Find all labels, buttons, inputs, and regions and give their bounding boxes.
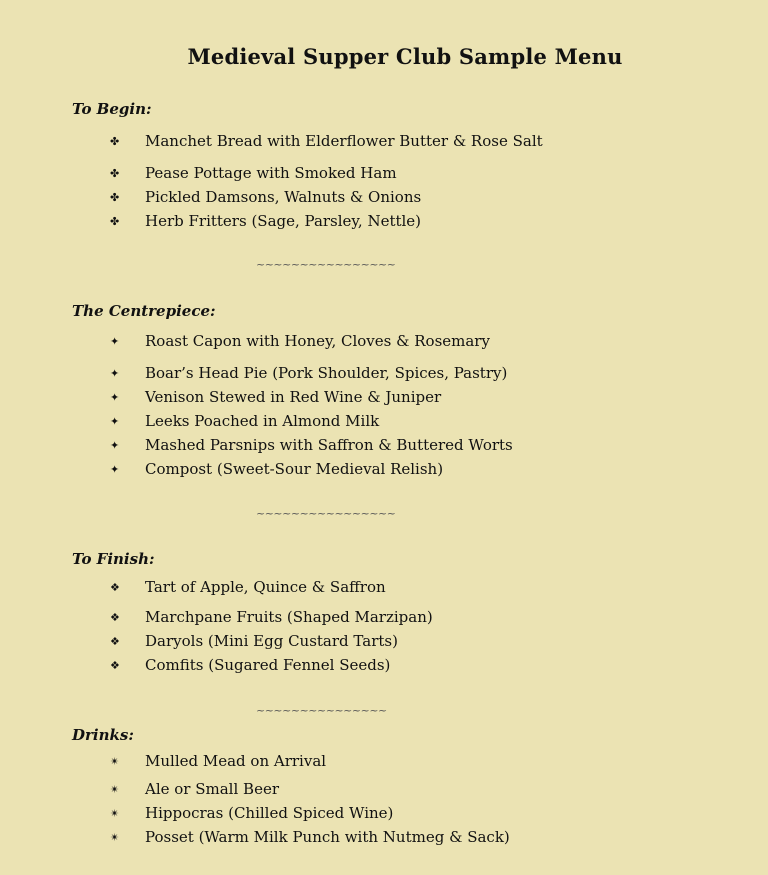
menu-item: [110, 366, 507, 381]
page-title: Medieval Supper Club Sample Menu: [187, 44, 623, 69]
bullet-icon: ✴: [110, 755, 120, 768]
menu-item-label: Pease Pottage with Smoked Ham: [145, 164, 397, 182]
bullet-icon: ✤: [110, 135, 120, 148]
bullet-icon: ✴: [110, 831, 120, 844]
menu-item: [110, 658, 390, 673]
bullet-icon: ✤: [110, 215, 120, 228]
menu-item-label: Ale or Small Beer: [145, 780, 279, 798]
menu-item: [110, 438, 513, 453]
menu-item: [110, 634, 398, 649]
bullet-icon: ❖: [110, 659, 120, 672]
menu-item: [110, 214, 421, 229]
bullet-icon: ❖: [110, 635, 120, 648]
bullet-icon: ✴: [110, 783, 120, 796]
menu-item: [110, 462, 443, 477]
bullet-icon: ✦: [110, 439, 120, 452]
bullet-icon: ✦: [110, 463, 120, 476]
menu-item-label: Venison Stewed in Red Wine & Juniper: [145, 388, 442, 406]
menu-item: [110, 830, 510, 845]
menu-item: [110, 782, 279, 797]
bullet-icon: ✴: [110, 807, 120, 820]
menu-item-label: Roast Capon with Honey, Cloves & Rosemary: [145, 332, 490, 350]
section-heading-drinks: Drinks:: [72, 726, 134, 744]
menu-item: [110, 580, 386, 595]
bullet-icon: ✤: [110, 167, 120, 180]
section-heading-to-begin: To Begin:: [72, 100, 152, 118]
menu-item-label: Mashed Parsnips with Saffron & Buttered Worts: [145, 436, 513, 454]
section-heading-to-finish: To Finish:: [72, 550, 155, 568]
menu-item-label: Tart of Apple, Quince & Saffron: [145, 578, 386, 596]
menu-item-label: Comfits (Sugared Fennel Seeds): [145, 656, 391, 674]
menu-item: [110, 610, 433, 625]
bullet-icon: ❖: [110, 581, 120, 594]
menu-item: [110, 166, 397, 181]
divider: ~~~~~~~~~~~~~~~~: [256, 507, 396, 520]
bullet-icon: ✦: [110, 335, 120, 348]
menu-item-label: Daryols (Mini Egg Custard Tarts): [145, 632, 398, 650]
menu-item: [110, 806, 393, 821]
bullet-icon: ✦: [110, 391, 120, 404]
bullet-icon: ✦: [110, 415, 120, 428]
bullet-icon: ✤: [110, 191, 120, 204]
menu-item-label: Mulled Mead on Arrival: [145, 752, 327, 770]
menu-item-label: Leeks Poached in Almond Milk: [145, 412, 380, 430]
menu-item-label: Herb Fritters (Sage, Parsley, Nettle): [145, 212, 422, 230]
menu-item-label: Pickled Damsons, Walnuts & Onions: [145, 188, 422, 206]
menu-item: [110, 414, 379, 429]
menu-item-label: Hippocras (Chilled Spiced Wine): [145, 804, 394, 822]
menu-item-label: Boar’s Head Pie (Pork Shoulder, Spices, Pastry): [145, 364, 508, 382]
bullet-icon: ❖: [110, 611, 120, 624]
divider: ~~~~~~~~~~~~~~~: [256, 704, 387, 717]
section-heading-centrepiece: The Centrepiece:: [72, 302, 216, 320]
menu-item: [110, 390, 441, 405]
menu-item-label: Compost (Sweet-Sour Medieval Relish): [145, 460, 444, 478]
menu-item: [110, 334, 490, 349]
menu-item-label: Marchpane Fruits (Shaped Marzipan): [145, 608, 433, 626]
divider: ~~~~~~~~~~~~~~~~: [256, 258, 396, 271]
menu-item-label: Posset (Warm Milk Punch with Nutmeg & Sack): [145, 828, 510, 846]
menu-item: [110, 190, 421, 205]
menu-item: [110, 134, 543, 149]
bullet-icon: ✦: [110, 367, 120, 380]
menu-item-label: Manchet Bread with Elderflower Butter & Rose Salt: [145, 132, 543, 150]
menu-item: [110, 754, 326, 769]
